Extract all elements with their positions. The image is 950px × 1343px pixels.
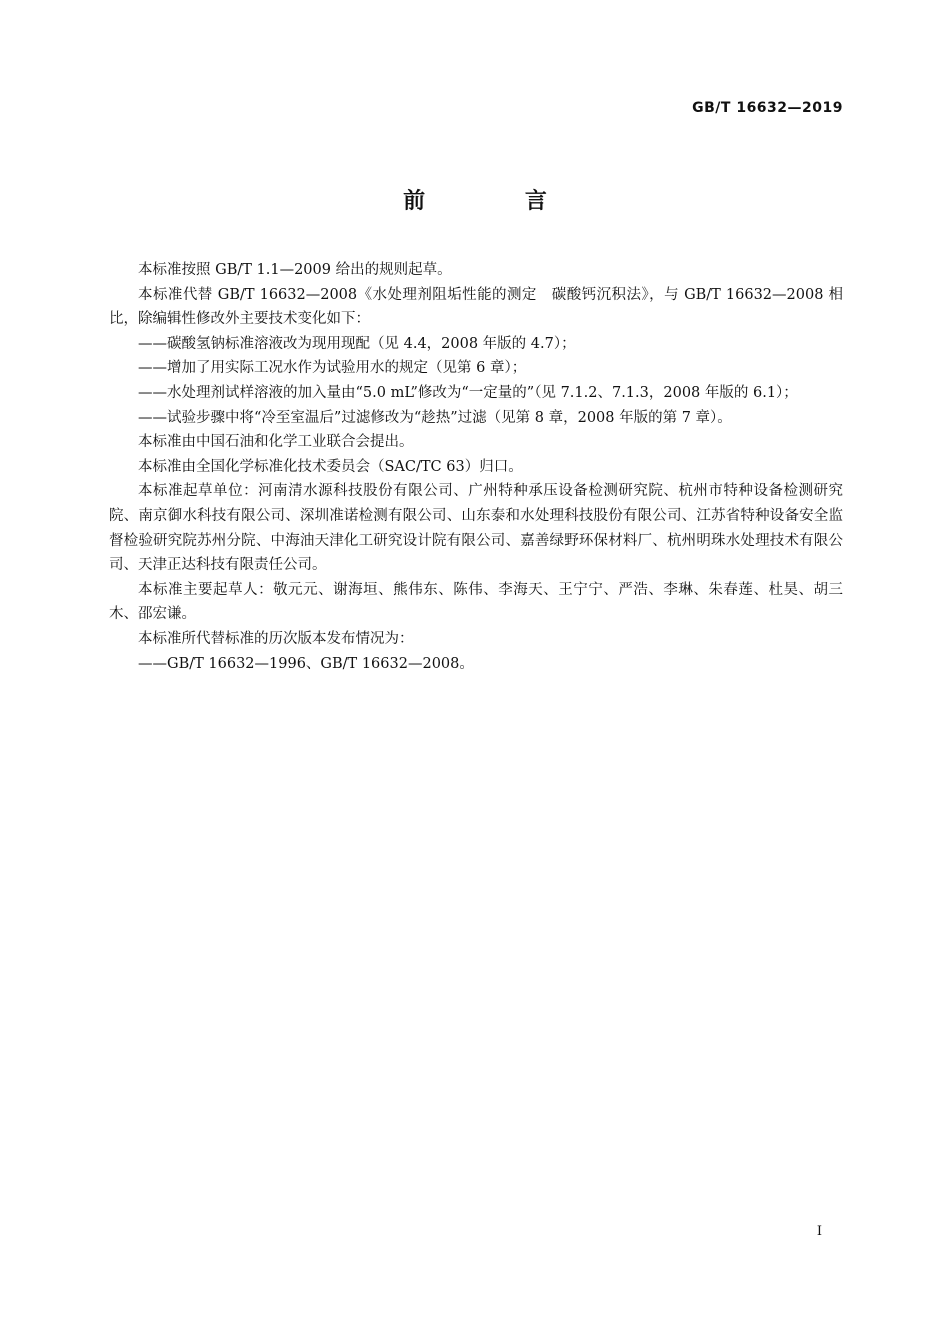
page-title: 前 言 [403, 189, 593, 214]
paragraph-proposer: 本标准由中国石油和化学工业联合会提出。 [138, 434, 414, 451]
page-number: I [816, 1224, 822, 1239]
change-item: ——试验步骤中将“冷至室温后”过滤修改为“趁热”过滤（见第 8 章，2008 年版的第 7 章）。 [138, 409, 732, 426]
foreword-body [109, 258, 843, 676]
previous-editions-item: ——GB/T 16632—1996、GB/T 16632—2008。 [138, 655, 474, 672]
change-item: ——碳酸氢钠标准溶液改为现用现配（见 4.4，2008 年版的 4.7）； [138, 335, 576, 352]
paragraph-replacement: 本标准代替 GB/T 16632—2008《水处理剂阻垢性能的测定 碳酸钙沉积法》，与 GB/T 16632—2008 相比，除编辑性修改外主要技术变化如下： [109, 286, 843, 328]
paragraph-drafters: 本标准主要起草人：敬元元、谢海垣、熊伟东、陈伟、李海天、王宁宁、严浩、李琳、朱春莲、杜昊、胡三木、邵宏谦。 [109, 581, 843, 623]
paragraph-drafting-units: 本标准起草单位：河南清水源科技股份有限公司、广州特种承压设备检测研究院、杭州市特种设备检测研究院、南京御水科技有限公司、深圳准诺检测有限公司、山东泰和水处理科技股份有限公司、江苏省特种设备安全监督检验研究院苏州分院、中海油天津化工研究设计院有限公司、嘉善绿野环保材料厂、杭州明珠水处理技术有限公司、天津正达科技有限责任公司。 [109, 483, 843, 574]
paragraph-drafting-rules: 本标准按照 GB/T 1.1—2009 给出的规则起草。 [138, 262, 452, 278]
change-item: ——增加了用实际工况水作为试验用水的规定（见第 6 章）； [138, 360, 527, 377]
paragraph-previous-editions: 本标准所代替标准的历次版本发布情况为： [138, 630, 414, 647]
paragraph-committee: 本标准由全国化学标准化技术委员会（SAC/TC 63）归口。 [138, 458, 523, 475]
change-item: ——水处理剂试样溶液的加入量由“5.0 mL”修改为“一定量的”（见 7.1.2、7.1.3，2008 年版的 6.1）； [138, 384, 798, 401]
standard-number: GB/T 16632—2019 [692, 100, 843, 116]
